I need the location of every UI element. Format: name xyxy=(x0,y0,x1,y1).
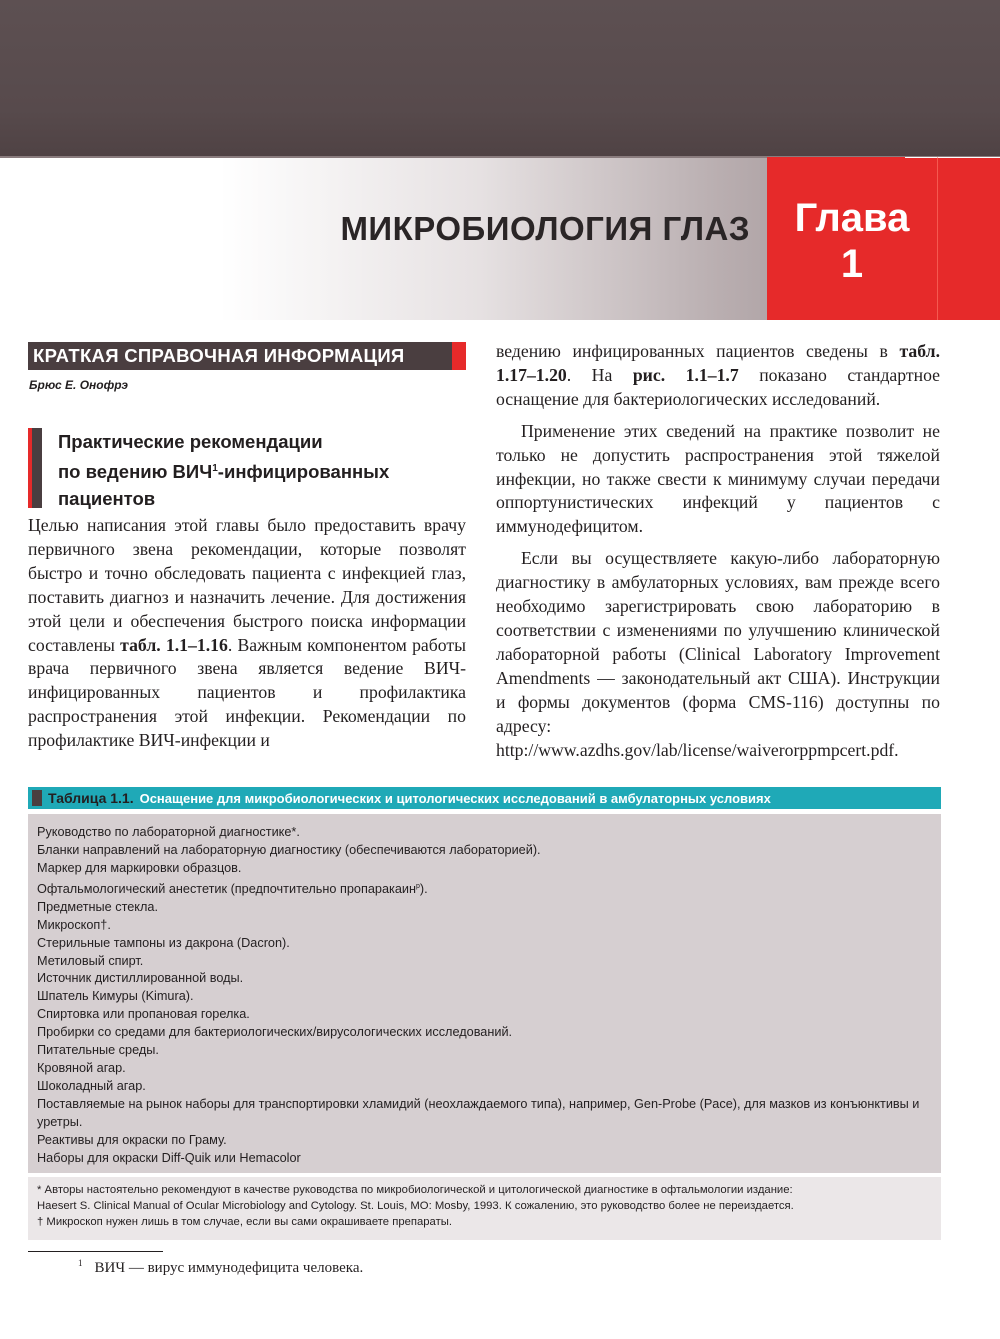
footnote-mark: 1 xyxy=(78,1258,83,1268)
footnote-ref-1: 1 xyxy=(212,463,218,474)
table-ref-1-16: табл. 1.1–1.16 xyxy=(120,634,228,655)
table-item: Маркер для маркировки образцов. xyxy=(37,860,242,875)
chapter-title: МИКРОБИОЛОГИЯ ГЛАЗ xyxy=(340,210,750,247)
right-paragraph-2: Применение этих сведений на практике позволит не только не допустить распространения этой тяжелой инфекции, но также свести к минимуму случаи передачи оппортунистических инфекций у пациентов с иммунодефицитом. xyxy=(496,420,940,537)
section-heading-text: КРАТКАЯ СПРАВОЧНАЯ ИНФОРМАЦИЯ xyxy=(33,345,405,366)
chapter-number: 1 xyxy=(840,242,864,286)
table-item: Пробирки со средами для бактериологических/вирусологических исследований. xyxy=(37,1025,513,1040)
table-item xyxy=(37,878,941,899)
badge-line xyxy=(905,157,1000,158)
table-item: Спиртовка или пропановая горелка. xyxy=(37,1007,250,1022)
right-p1-text-b: . На xyxy=(566,364,633,385)
chapter-label xyxy=(767,195,937,287)
left-p1-text-b: . Важным компонентом работы врача первичного звена является ведение ВИЧ-инфицированных пациентов и профилактика распространения этой инфекции. Рекомендации по профилактике ВИЧ-инфекции и xyxy=(28,634,466,751)
table-title: Оснащение для микробиологических и цитологических исследований в амбулаторных условиях xyxy=(139,790,771,806)
table-notes xyxy=(28,1177,941,1240)
right-column-text xyxy=(496,340,940,762)
right-p1-text-c: показано стандартное оснащение для бактериологических исследований. xyxy=(496,364,941,409)
left-column-text xyxy=(28,514,466,753)
right-paragraph-3: Если вы осуществляете какую-либо лабораторную диагностику в амбулаторных условиях, вам прежде всего необходимо зарегистрировать свою лабораторию в соответствии с изменениями по улучшению клинической лабораторной работы (Clinical Laboratory Improvement Amendments — законодательный акт США). Инструкции и формы документов (форма CMS-116) доступны по адресу: http://www.azdhs.gov/lab/license/waiverorppmpcert.pdf. xyxy=(496,548,940,760)
table-item: Метиловый спирт. xyxy=(37,953,144,968)
badge-vline xyxy=(937,157,938,320)
table-item: Шпатель Кимуры (Kimura). xyxy=(37,989,194,1004)
subheading-line-2 xyxy=(58,455,468,485)
table-item-text: Офтальмологический анестетик (предпочтительно пропаракаин xyxy=(37,881,416,896)
subheading-line-1: Практические рекомендации xyxy=(58,431,323,452)
chapter-word: Глава xyxy=(794,196,910,240)
section-heading xyxy=(28,342,466,370)
table-body xyxy=(28,814,941,1173)
footnote-text: ВИЧ — вирус иммунодефицита человека. xyxy=(94,1260,364,1276)
table-item: Шоколадный агар. xyxy=(37,1078,146,1093)
table-item: Источник дистиллированной воды. xyxy=(37,971,244,986)
top-decorative-band xyxy=(0,0,1000,157)
table-item: Наборы для окраски Diff-Quik или Hemacolor xyxy=(37,1150,301,1165)
left-p1-text-a: Целью написания этой главы было предоставить врачу первичного звена рекомендации, которые позволят быстро и точно обследовать пациента с инфекцией глаз, поставить диагноз и назначить лечение. Для достижения этой цели и обеспечения быстрого поиска информации составлены xyxy=(28,515,466,655)
right-p1-text-a: ведению инфицированных пациентов сведены в xyxy=(496,341,900,361)
table-caption-marker xyxy=(32,790,42,806)
table-item: Микроскоп†. xyxy=(37,917,111,932)
subheading xyxy=(58,428,468,512)
right-paragraph-1 xyxy=(496,340,940,412)
chapter-badge xyxy=(767,157,1000,320)
author-name: Брюс Е. Онофрэ xyxy=(29,378,129,392)
table-item: Предметные стекла. xyxy=(37,899,158,914)
section-heading-tab xyxy=(452,342,466,370)
table-caption xyxy=(28,787,941,809)
subheading-line-2a: по ведению ВИЧ xyxy=(58,461,213,483)
figure-ref-1-1: рис. 1.1–1.7 xyxy=(632,364,739,385)
table-note-1: * Авторы настоятельно рекомендуют в качестве руководства по микробиологической и цитологической диагностике в офтальмологии издание: xyxy=(37,1184,793,1196)
footnote xyxy=(78,1258,363,1277)
table-label: Таблица 1.1. xyxy=(48,790,134,806)
table-item: Руководство по лабораторной диагностике*. xyxy=(37,825,300,839)
footnote-rule xyxy=(28,1251,163,1252)
table-item: Бланки направлений на лабораторную диагностику (обеспечиваются лабораторией). xyxy=(37,842,541,857)
table-note-3: † Микроскоп нужен лишь в том случае, если вы сами окрашиваете препараты. xyxy=(37,1215,453,1228)
table-item-text-end: ). xyxy=(419,881,428,896)
subheading-line-3: пациентов xyxy=(58,488,156,510)
subheading-line-2b: -инфицированных xyxy=(217,461,390,483)
table-item: Стерильные тампоны из дакрона (Dacron). xyxy=(37,935,290,950)
table-item: Поставляемые на рынок наборы для транспортировки хламидий (неохлаждаемого типа), например, Gen-Probe (Pace), для мазков из конъюнктивы и уретры. xyxy=(37,1096,920,1129)
table-item: Кровяной агар. xyxy=(37,1061,126,1076)
table-item-list xyxy=(28,814,941,1167)
table-note-2: Haesert S. Clinical Manual of Ocular Microbiology and Cytology. St. Louis, MO: Mosby, 1993. К сожалению, это руководство более не переиздается. xyxy=(37,1199,794,1212)
prescription-mark: р xyxy=(415,882,420,890)
table-item: Питательные среды. xyxy=(37,1043,159,1058)
left-paragraph-1 xyxy=(28,514,466,753)
table-ref-1-17: табл. 1.17–1.20 xyxy=(496,341,940,385)
subheading-marker xyxy=(28,428,42,508)
table-item: Реактивы для окраски по Граму. xyxy=(37,1132,227,1147)
